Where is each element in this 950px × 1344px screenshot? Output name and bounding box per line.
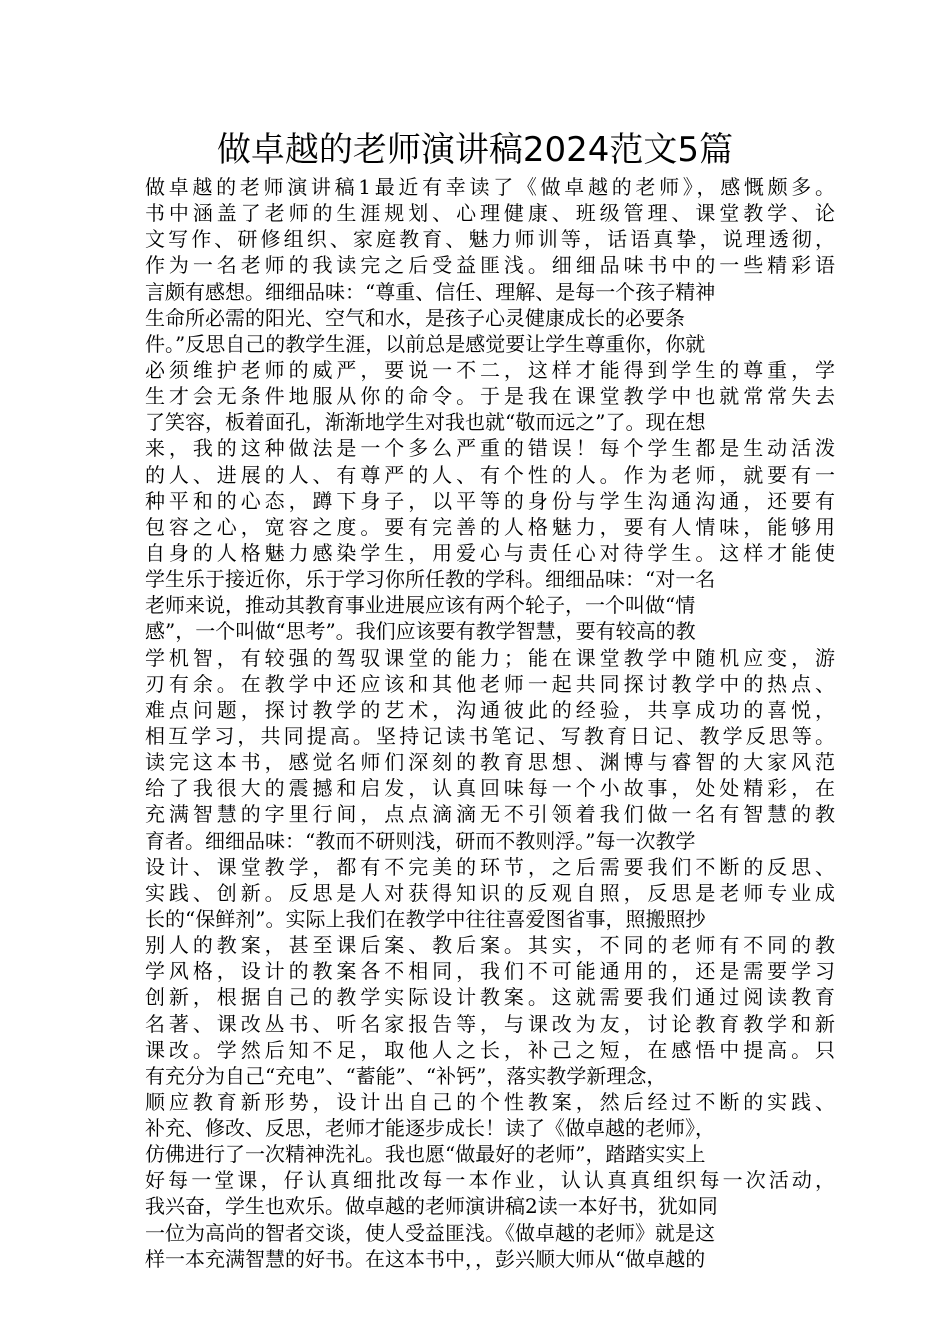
body-line: 别人的教案，甚至课后案、教后案。其实，不同的老师有不同的教 xyxy=(145,933,839,958)
body-line: 仿佛进行了一次精神洗礼。我也愿“做最好的老师”，踏踏实实上 xyxy=(145,1142,706,1167)
body-line: 名著、课改丛书、听名家报告等，与课改为友，讨论教育教学和新 xyxy=(145,1011,839,1036)
body-line: 种平和的心态，蹲下身子，以平等的身份与学生沟通沟通，还要有 xyxy=(145,488,839,513)
body-line: 育者。细细品味：“教而不研则浅，研而不教则浮。”每一次教学 xyxy=(145,828,696,853)
body-line: 文写作、研修组织、家庭教育、魅力师训等，话语真挚，说理透彻， xyxy=(145,227,839,252)
document-title: 做卓越的老师演讲稿2024范文5篇 xyxy=(216,130,734,170)
body-line: 读完这本书，感觉名师们深刻的教育思想、渊博与睿智的大家风范 xyxy=(145,750,839,775)
body-line: 了笑容，板着面孔，渐渐地学生对我也就“敬而远之”了。现在想 xyxy=(145,410,706,435)
document-body xyxy=(145,174,839,1272)
body-line: 书中涵盖了老师的生涯规划、心理健康、班级管理、课堂教学、论 xyxy=(145,201,839,226)
body-line: 我兴奋，学生也欢乐。做卓越的老师演讲稿2读一本好书，犹如同 xyxy=(145,1194,718,1219)
body-line: 必须维护老师的威严，要说一不二，这样才能得到学生的尊重，学 xyxy=(145,357,839,382)
body-line: 生才会无条件地服从你的命令。于是我在课堂教学中也就常常失去 xyxy=(145,384,839,409)
body-line: 做卓越的老师演讲稿1最近有幸读了《做卓越的老师》，感慨颇多。 xyxy=(145,175,839,199)
body-line: 课改。学然后知不足，取他人之长，补己之短，在感悟中提高。只 xyxy=(145,1037,839,1062)
body-line: 实践、创新。反思是人对获得知识的反观自照，反思是老师专业成 xyxy=(145,880,839,905)
body-line: 作为一名老师的我读完之后受益匪浅。细细品味书中的一些精彩语 xyxy=(145,253,839,278)
body-line: 感”，一个叫做“思考”。我们应该要有教学智慧，要有较高的教 xyxy=(145,619,696,644)
body-line: 包容之心，宽容之度。要有完善的人格魅力，要有人情味，能够用 xyxy=(145,514,839,539)
body-line: 样一本充满智慧的好书。在这本书中，，彭兴顺大师从“做卓越的 xyxy=(145,1246,706,1271)
body-line: 长的“保鲜剂”。实际上我们在教学中往往喜爱图省事，照搬照抄 xyxy=(145,906,706,931)
body-line: 言颇有感想。细细品味：“尊重、信任、理解、是每一个孩子精神 xyxy=(145,279,716,304)
body-line: 学生乐于接近你，乐于学习你所任教的学科。细细品味：“对一名 xyxy=(145,567,716,592)
body-line: 设计、课堂教学，都有不完美的环节，之后需要我们不断的反思、 xyxy=(145,854,839,879)
body-line: 自身的人格魅力感染学生，用爱心与责任心对待学生。这样才能使 xyxy=(145,540,839,565)
body-line: 的人、进展的人、有尊严的人、有个性的人。作为老师，就要有一 xyxy=(145,462,839,487)
body-line: 学风格，设计的教案各不相同，我们不可能通用的，还是需要学习 xyxy=(145,959,839,984)
body-line: 来，我的这种做法是一个多么严重的错误！每个学生都是生动活泼 xyxy=(145,436,839,461)
body-line: 老师来说，推动其教育事业进展应该有两个轮子，一个叫做“情 xyxy=(145,593,696,618)
body-line: 难点问题，探讨教学的艺术，沟通彼此的经验，共享成功的喜悦， xyxy=(145,697,839,722)
body-line: 生命所必需的阳光、空气和水，是孩子心灵健康成长的必要条 xyxy=(145,305,685,330)
body-line: 件。”反思自己的教学生涯，以前总是感觉要让学生尊重你，你就 xyxy=(145,331,706,356)
body-line: 顺应教育新形势，设计出自己的个性教案，然后经过不断的实践、 xyxy=(145,1089,839,1114)
body-line: 一位为高尚的智者交谈，使人受益匪浅。《做卓越的老师》就是这 xyxy=(145,1220,715,1245)
body-line: 相互学习，共同提高。坚持记读书笔记、写教育日记、教学反思等。 xyxy=(145,723,839,748)
body-line: 刃有余。在教学中还应该和其他老师一起共同探讨教学中的热点、 xyxy=(145,671,839,696)
body-line: 充满智慧的字里行间，点点滴滴无不引领着我们做一名有智慧的教 xyxy=(145,802,839,827)
body-line: 好每一堂课，仔认真细批改每一本作业，认认真真组织每一次活动， xyxy=(145,1168,839,1193)
body-line: 补充、修改、反思，老师才能逐步成长！读了《做卓越的老师》， xyxy=(145,1116,715,1141)
body-line: 学机智，有较强的驾驭课堂的能力；能在课堂教学中随机应变，游 xyxy=(145,645,839,670)
body-line: 有充分为自己“充电”、“蓄能”、“补钙”，落实教学新理念， xyxy=(145,1063,667,1088)
body-line: 给了我很大的震撼和启发，认真回味每一个小故事，处处精彩，在 xyxy=(145,776,839,801)
body-line: 创新，根据自己的教学实际设计教案。这就需要我们通过阅读教育 xyxy=(145,985,839,1010)
